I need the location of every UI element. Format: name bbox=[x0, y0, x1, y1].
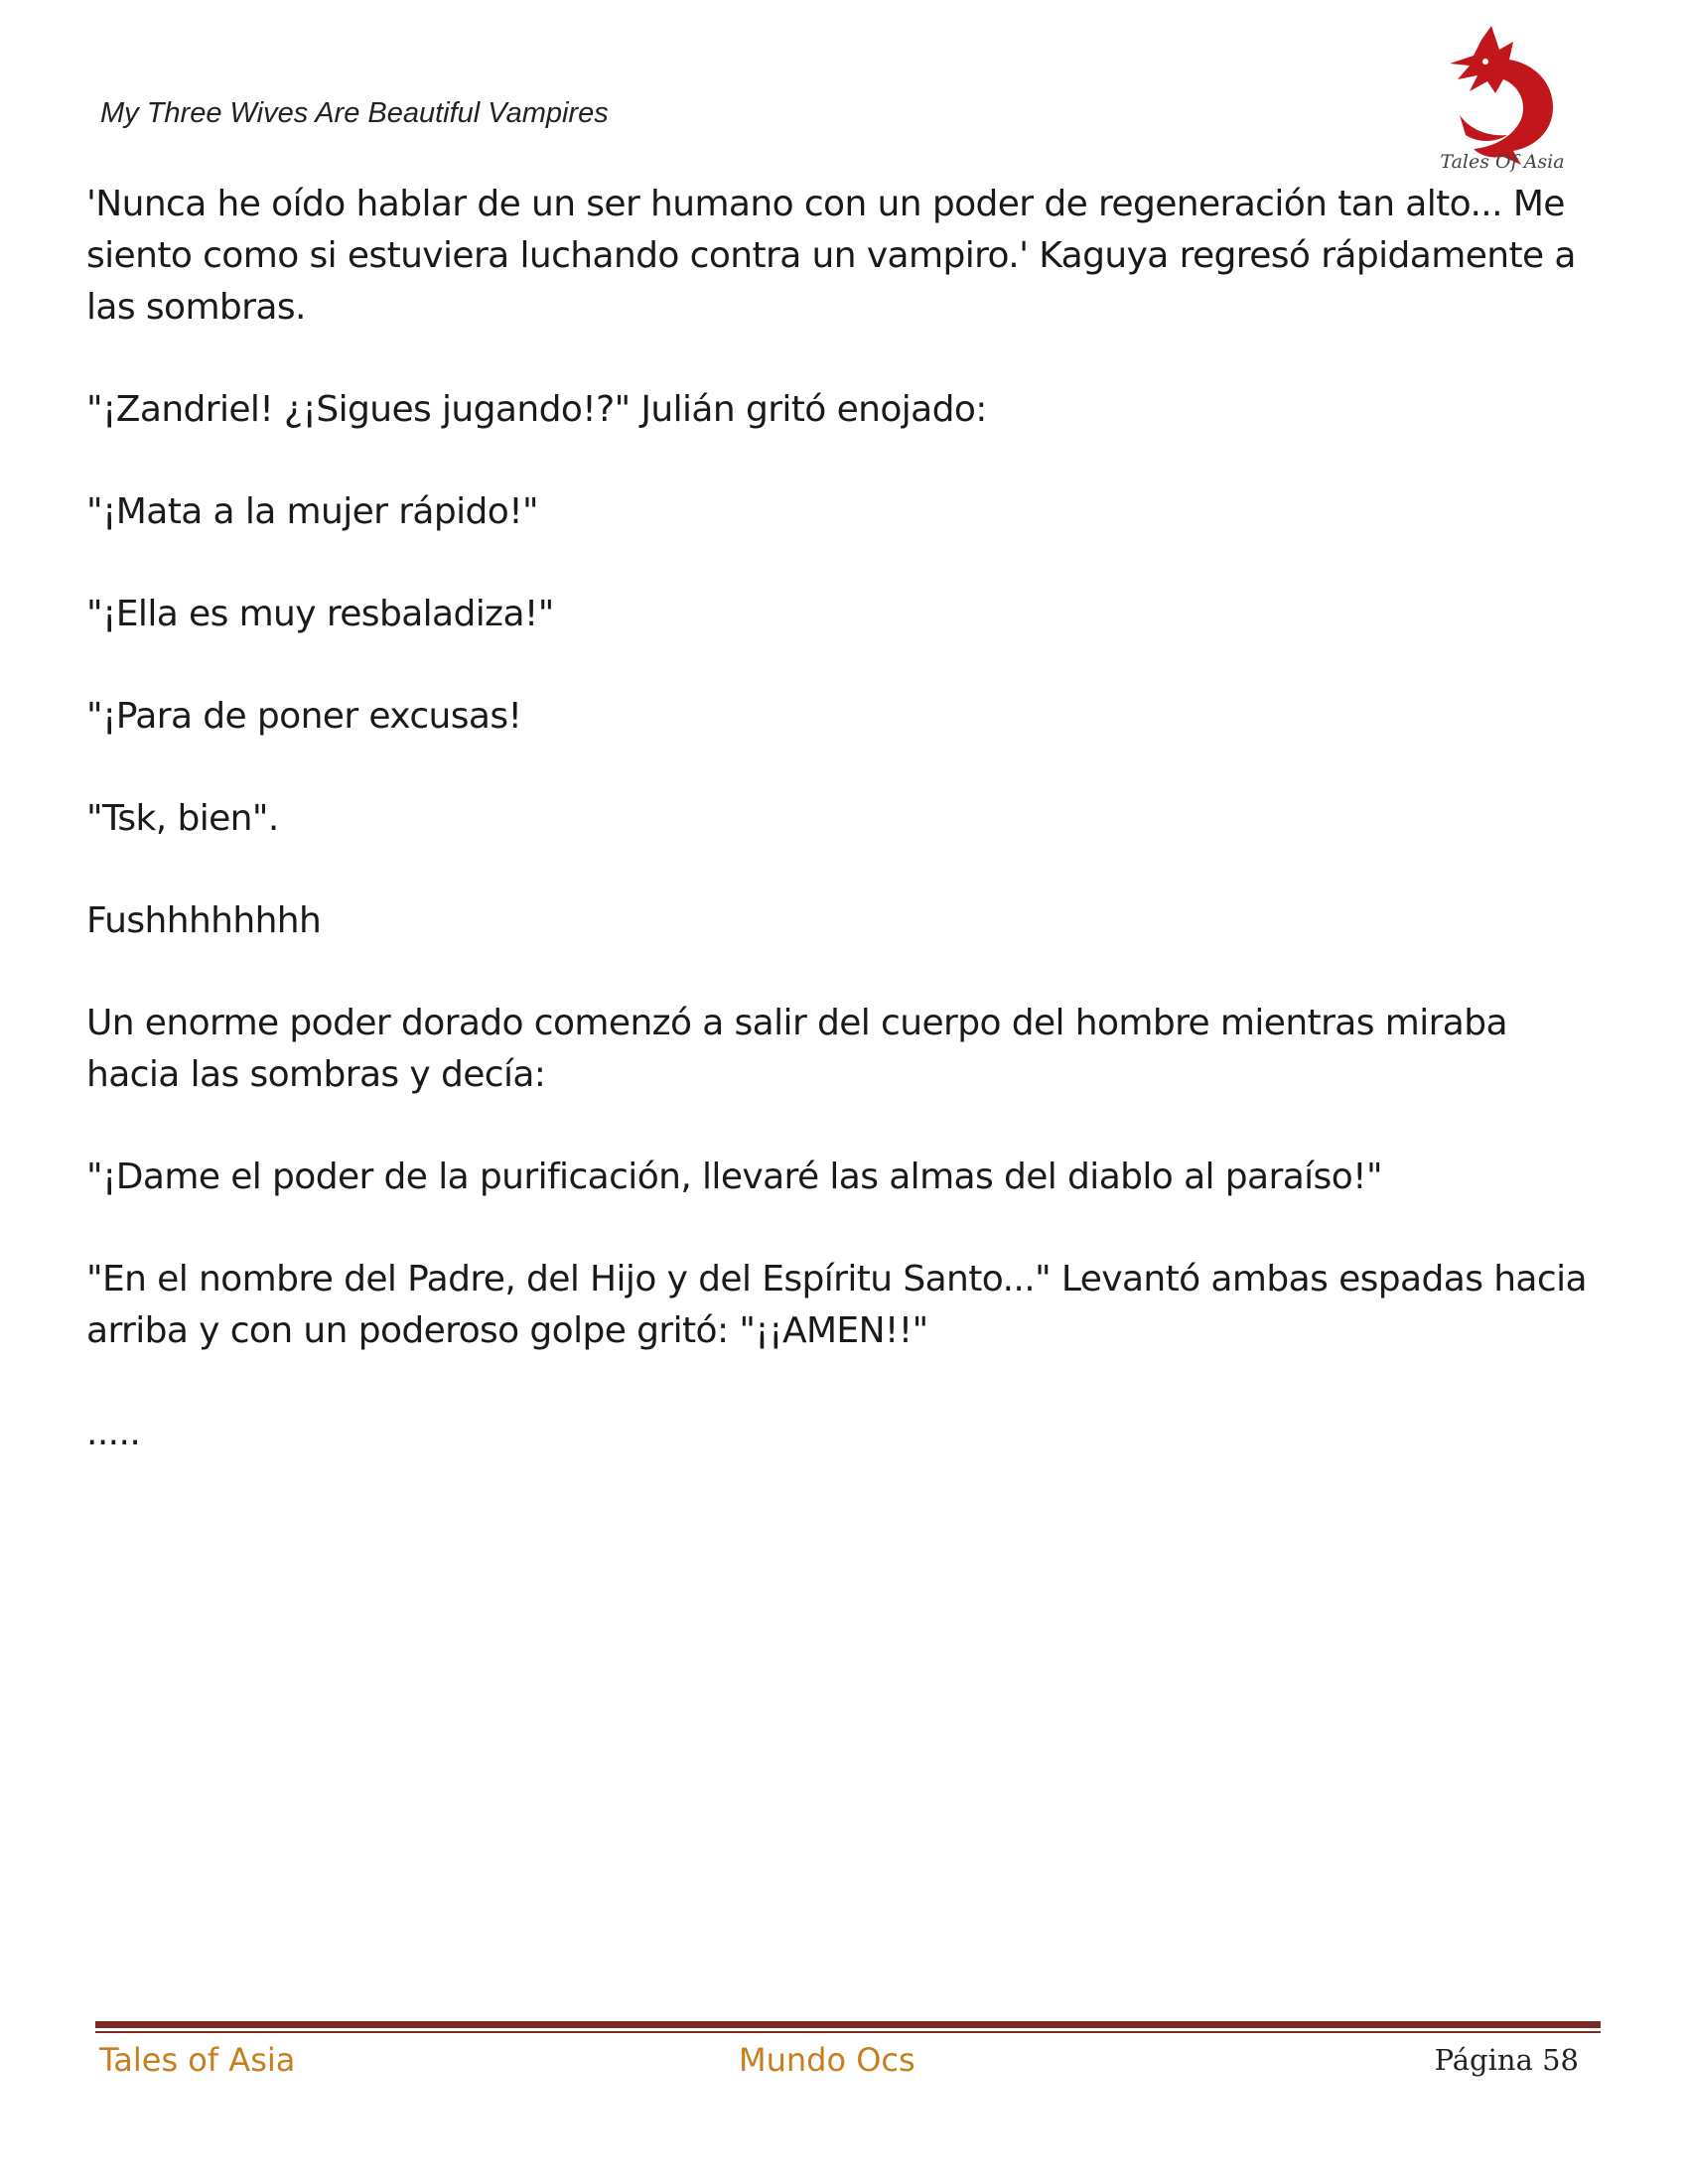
paragraph: "Tsk, bien". bbox=[86, 798, 279, 839]
page-number: Página 58 bbox=[1434, 2043, 1579, 2077]
paragraph: Un enorme poder dorado comenzó a salir del cuerpo del hombre mientras miraba hacia las sombras y decía: bbox=[86, 1003, 1507, 1095]
footer-publisher: Tales of Asia bbox=[99, 2041, 296, 2079]
paragraph: Fushhhhhhhh bbox=[86, 900, 322, 941]
chapter-text bbox=[86, 179, 1606, 1510]
book-title: My Three Wives Are Beautiful Vampires bbox=[100, 97, 609, 129]
paragraph: "¡Ella es muy resbaladiza!" bbox=[86, 594, 554, 634]
paragraph: "¡Mata a la mujer rápido!" bbox=[86, 491, 539, 532]
footer-divider bbox=[95, 2021, 1601, 2033]
footer-site: Mundo Ocs bbox=[739, 2041, 915, 2079]
paragraph: "¡Zandriel! ¿¡Sigues jugando!?" Julián gritó enojado: bbox=[86, 389, 987, 430]
paragraph: "¡Dame el poder de la purificación, llevaré las almas del diablo al paraíso!" bbox=[86, 1157, 1382, 1197]
paragraph: ..... bbox=[86, 1413, 141, 1453]
paragraph: "En el nombre del Padre, del Hijo y del Espíritu Santo..." Levantó ambas espadas hacia arriba y con un poderoso golpe gritó: "¡¡AMEN!!" bbox=[86, 1259, 1587, 1351]
logo-text: Tales Of Asia bbox=[1440, 151, 1565, 173]
paragraph: 'Nunca he oído hablar de un ser humano con un poder de regeneración tan alto... Me siento como si estuviera luchando contra un vampiro.' Kaguya regresó rápidamente a las sombras. bbox=[86, 184, 1576, 328]
paragraph: "¡Para de poner excusas! bbox=[86, 696, 522, 737]
